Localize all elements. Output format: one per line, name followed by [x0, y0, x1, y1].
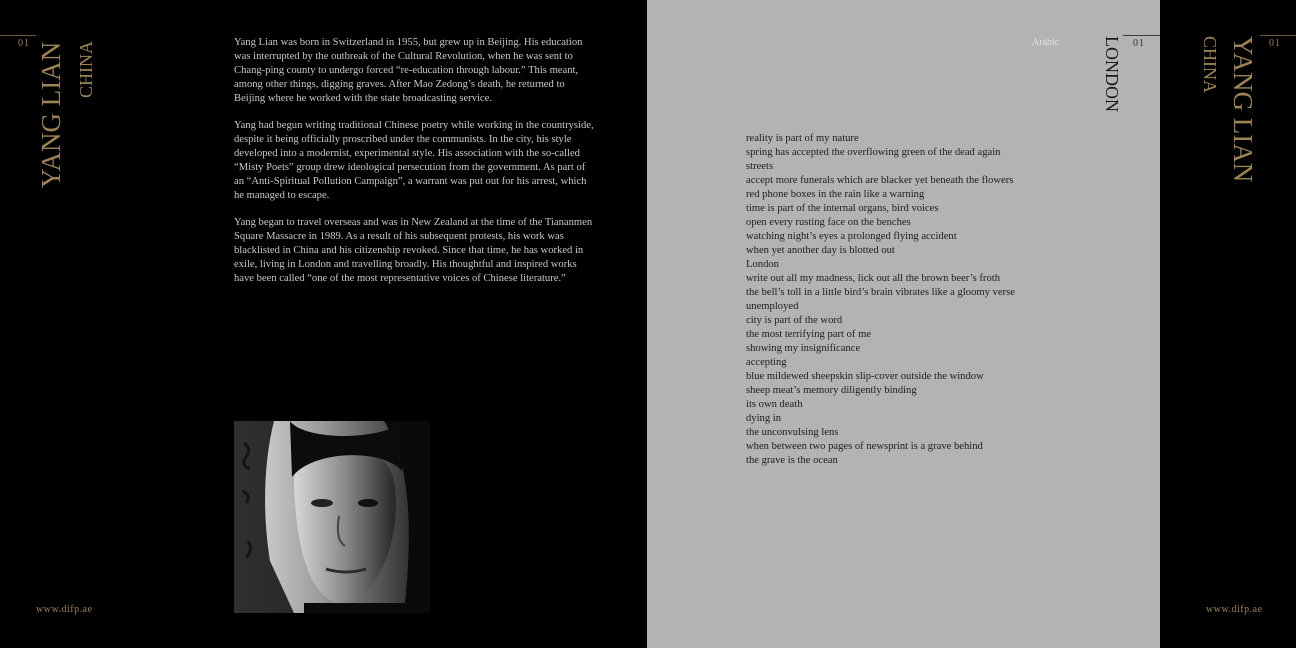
page-number: 01 — [1133, 38, 1145, 49]
poet-biography — [234, 36, 596, 299]
poem-line: write out all my madness, lick out all the brown beer’s froth — [746, 273, 1000, 284]
poet-portrait-photo — [234, 421, 430, 613]
poem-line: when yet another day is blotted out — [746, 245, 895, 256]
page-number: 01 — [18, 38, 30, 49]
poem-line: reality is part of my nature — [746, 133, 859, 144]
poem-line: blue mildewed sheepskin slip-cover outside the window — [746, 371, 984, 382]
right-page-strip — [1160, 0, 1296, 648]
poem-line: the bell’s toll in a little bird’s brain vibrates like a gloomy verse — [746, 287, 1015, 298]
poem-line: red phone boxes in the rain like a warning — [746, 189, 925, 200]
poem-title-vertical: LONDON — [1102, 36, 1122, 112]
poem-line: accepting — [746, 357, 787, 368]
poet-name-vertical: YANG LIAN — [1228, 36, 1258, 183]
country-vertical: CHINA — [76, 41, 96, 98]
poem-line: the unconvulsing lens — [746, 427, 839, 438]
poem-line: when between two pages of newsprint is a grave behind — [746, 441, 983, 452]
poem-line: the most terrifying part of me — [746, 329, 872, 340]
bio-paragraph: Yang had begun writing traditional Chinese poetry while working in the countryside, despite it being officially proscribed under the communists. In the city, his style developed into a modernist, experimental style. His association with the so-called “Misty Poets” group drew ideological persecution from the government. As part of an “Anti-Spiritual Pollution Campaign”, a warrant was put out for his arrest, which he managed to escape. — [234, 120, 594, 201]
poem-line: its own death — [746, 399, 803, 410]
poem-line: accept more funerals which are blacker yet beneath the flowers — [746, 175, 1014, 186]
poet-name-vertical: YANG LIAN — [36, 41, 66, 188]
language-label[interactable]: Arabic — [1032, 37, 1060, 48]
poem-line: open every rusting face on the benches — [746, 217, 911, 228]
poem-line: London — [746, 259, 779, 270]
poem-line: dying in — [746, 413, 782, 424]
bio-paragraph: Yang Lian was born in Switzerland in 1955, but grew up in Beijing. His education was interrupted by the outbreak of the Cultural Revolution, when he was sent to Chang-ping county to undergo forced “re-education through labour.” This meant, among other things, digging graves. After Mao Zedong’s death, he returned to Beijing where he worked with the state broadcasting service. — [234, 37, 583, 104]
country-vertical: CHINA — [1200, 36, 1220, 93]
poem-line: watching night’s eyes a prolonged flying accident — [746, 231, 957, 242]
poem-line: sheep meat’s memory diligently binding — [746, 385, 917, 396]
poem-line: showing my insignificance — [746, 343, 861, 354]
poem-line: unemployed — [746, 301, 799, 312]
poem-line: spring has accepted the overflowing green of the dead again — [746, 147, 1001, 158]
poem-body — [746, 132, 1015, 468]
poem-line: streets — [746, 161, 774, 172]
poem-line: the grave is the ocean — [746, 455, 838, 466]
website-link[interactable]: www.difp.ae — [1206, 604, 1263, 615]
bio-paragraph: Yang began to travel overseas and was in New Zealand at the time of the Tiananmen Square Massacre in 1989. As a result of his subsequent protests, his work was blacklisted in China and his citizenship revoked. Since that time, he has worked in exile, living in London and travelling broadly. His thoughtful and inspired works have been called “one of the most representative voices of Chinese literature.” — [234, 217, 593, 284]
poem-line: time is part of the internal organs, bird voices — [746, 203, 939, 214]
page-number-rule — [1123, 35, 1160, 36]
page-number: 01 — [1269, 38, 1281, 49]
website-link[interactable]: www.difp.ae — [36, 604, 93, 615]
portrait-image — [234, 421, 430, 613]
left-page — [0, 0, 647, 648]
page-number-rule — [1260, 35, 1296, 36]
poem-line: city is part of the word — [746, 315, 843, 326]
page-number-rule — [0, 35, 36, 36]
